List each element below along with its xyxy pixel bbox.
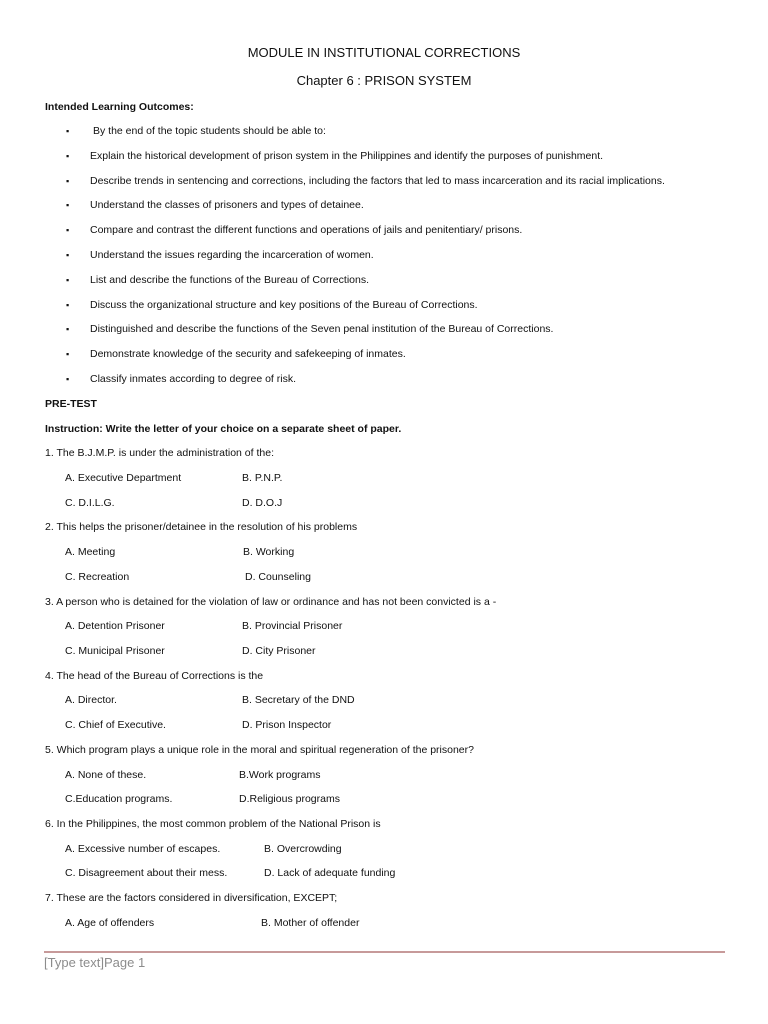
question-text: 3. A person who is detained for the violation of law or ordinance and has not been convicted is a - — [45, 596, 497, 608]
choice-c: C. Municipal Prisoner — [65, 645, 165, 657]
document-title: MODULE IN INSTITUTIONAL CORRECTIONS — [247, 45, 521, 60]
outcome-item: Understand the classes of prisoners and types of detainee. — [90, 199, 364, 211]
choice-b: B. Mother of offender — [261, 917, 360, 929]
footer-divider — [44, 951, 725, 953]
outcome-item: List and describe the functions of the Bureau of Corrections. — [90, 274, 369, 286]
outcome-item: Understand the issues regarding the incarceration of women. — [90, 249, 374, 261]
choice-c: C. D.I.L.G. — [65, 497, 115, 509]
choice-d: D. Counseling — [245, 571, 311, 583]
outcome-item: Compare and contrast the different functions and operations of jails and penitentiary/ prisons. — [90, 224, 523, 236]
choice-b: B. Working — [243, 546, 295, 558]
choice-d: D.Religious programs — [239, 793, 340, 805]
choice-b: B.Work programs — [239, 769, 321, 781]
outcome-item: Distinguished and describe the functions of the Seven penal institution of the Bureau of Corrections. — [90, 323, 554, 335]
choice-b: B. Overcrowding — [264, 843, 342, 855]
bullet-icon: ▪ — [66, 176, 70, 186]
bullet-icon: ▪ — [66, 126, 70, 136]
choice-b: B. P.N.P. — [242, 472, 283, 484]
choice-d: D. Prison Inspector — [242, 719, 332, 731]
ilo-heading: Intended Learning Outcomes: — [45, 101, 194, 113]
outcome-item: Describe trends in sentencing and corrections, including the factors that led to mass incarceration and its racial implications. — [90, 175, 665, 187]
choice-c: C. Recreation — [65, 571, 130, 583]
bullet-icon: ▪ — [66, 349, 70, 359]
question-text: 6. In the Philippines, the most common problem of the National Prison is — [45, 818, 381, 830]
chapter-title: Chapter 6 : PRISON SYSTEM — [296, 73, 472, 88]
choice-c: C. Chief of Executive. — [65, 719, 166, 731]
choice-d: D. D.O.J — [242, 497, 283, 509]
choice-c: C. Disagreement about their mess. — [65, 867, 228, 879]
question-text: 4. The head of the Bureau of Corrections is the — [45, 670, 264, 682]
bullet-icon: ▪ — [66, 151, 70, 161]
choice-a: A. None of these. — [65, 769, 147, 781]
choice-a: A. Executive Department — [65, 472, 182, 484]
outcome-item: Explain the historical development of prison system in the Philippines and identify the purposes of punishment. — [90, 150, 604, 162]
bullet-icon: ▪ — [66, 225, 70, 235]
bullet-icon: ▪ — [66, 200, 70, 210]
choice-a: A. Excessive number of escapes. — [65, 843, 221, 855]
pretest-heading: PRE-TEST — [45, 398, 97, 410]
pretest-instruction: Instruction: Write the letter of your choice on a separate sheet of paper. — [45, 423, 402, 435]
choice-b: B. Secretary of the DND — [242, 694, 355, 706]
question-text: 5. Which program plays a unique role in the moral and spiritual regeneration of the prisoner? — [45, 744, 474, 756]
outcome-item: Classify inmates according to degree of risk. — [90, 373, 297, 385]
bullet-icon: ▪ — [66, 275, 70, 285]
choice-a: A. Director. — [65, 694, 117, 706]
question-text: 2. This helps the prisoner/detainee in the resolution of his problems — [45, 521, 358, 533]
choice-a: A. Detention Prisoner — [65, 620, 165, 632]
choice-b: B. Provincial Prisoner — [242, 620, 343, 632]
choice-a: A. Age of offenders — [65, 917, 155, 929]
question-text: 7. These are the factors considered in diversification, EXCEPT; — [45, 892, 338, 904]
choice-d: D. City Prisoner — [242, 645, 316, 657]
outcome-item: Discuss the organizational structure and key positions of the Bureau of Corrections. — [90, 299, 478, 311]
choice-a: A. Meeting — [65, 546, 116, 558]
question-text: 1. The B.J.M.P. is under the administration of the: — [45, 447, 274, 459]
bullet-icon: ▪ — [66, 374, 70, 384]
page-footer: [Type text]Page 1 — [44, 955, 146, 970]
choice-c: C.Education programs. — [65, 793, 173, 805]
choice-d: D. Lack of adequate funding — [264, 867, 396, 879]
bullet-icon: ▪ — [66, 300, 70, 310]
outcome-item: Demonstrate knowledge of the security and safekeeping of inmates. — [90, 348, 406, 360]
bullet-icon: ▪ — [66, 324, 70, 334]
bullet-icon: ▪ — [66, 250, 70, 260]
outcome-item: By the end of the topic students should be able to: — [93, 125, 326, 137]
